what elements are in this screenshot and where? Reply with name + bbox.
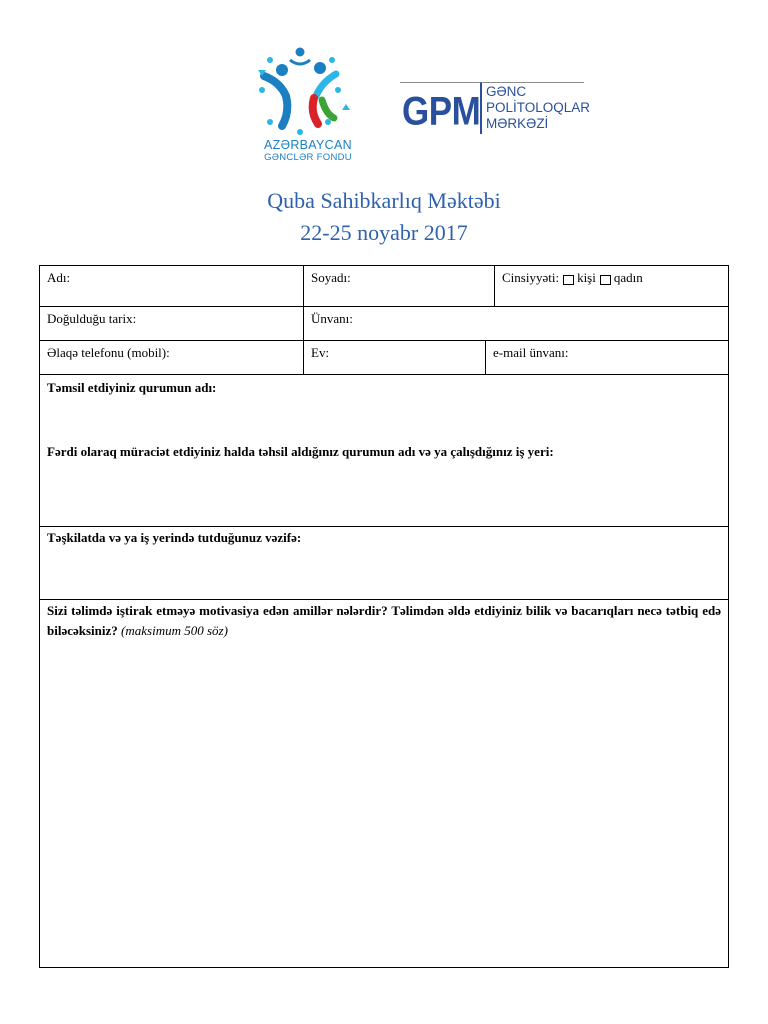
male-checkbox[interactable] (563, 275, 574, 285)
application-form (39, 265, 729, 968)
female-checkbox[interactable] (600, 275, 611, 285)
gpm-name-block (480, 82, 591, 134)
form-row-organization[interactable] (40, 375, 728, 527)
document-title: Quba Sahibkarlıq Məktəbi (267, 188, 501, 213)
name-field[interactable] (40, 266, 304, 306)
form-row-contact (40, 341, 728, 375)
logo-text-azerbaycan: AZƏRBAYCAN (264, 138, 352, 152)
form-row-birth (40, 307, 728, 341)
document-date: 22-25 noyabr 2017 (300, 220, 468, 245)
motivation-question-text: Sizi təlimdə iştirak etməyə motivasiya edən amillər nələrdir? Təlimdən əldə etdiyiniz bilik və bacarıqları necə tətbiq edə biləcəksiniz? (47, 603, 721, 638)
word-limit-note: (maksimum 500 söz) (121, 623, 228, 638)
gender-group (502, 270, 643, 286)
gpm-line-merkezi: MƏRKƏZİ (486, 116, 549, 131)
logo-text-gencler-fondu: GƏNCLƏR FONDU (264, 152, 352, 163)
home-phone-field[interactable] (304, 341, 486, 374)
email-label: e-mail ünvanı: (493, 345, 569, 360)
form-row-motivation[interactable] (40, 600, 728, 967)
form-row-position[interactable] (40, 527, 728, 600)
email-field[interactable] (486, 341, 728, 374)
gender-field (495, 266, 728, 306)
surname-field[interactable] (304, 266, 495, 306)
female-label: qadın (613, 270, 643, 285)
organization-label: Təmsil etdiyiniz qurumun adı: (47, 380, 217, 395)
home-phone-label: Ev: (311, 345, 330, 360)
surname-label: Soyadı: (311, 270, 351, 285)
address-field[interactable] (304, 307, 728, 340)
male-label: kişi (577, 270, 596, 285)
individual-organization-label: Fərdi olaraq müraciət etdiyiniz halda təhsil aldığınız qurumun adı və ya çalışdığınız iş yeri: (47, 444, 554, 459)
gpm-logo (400, 82, 591, 134)
mobile-phone-label: Əlaqə telefonu (mobil): (47, 345, 170, 360)
address-label: Ünvanı: (311, 311, 353, 326)
gpm-abbreviation: GPM (402, 89, 481, 134)
motivation-question (47, 601, 721, 641)
azerbaijan-youth-foundation-logo (252, 46, 364, 164)
name-label: Adı: (47, 270, 71, 285)
gpm-abbr-box (400, 82, 480, 134)
gender-label: Cinsiyyəti: (502, 270, 560, 285)
birth-date-field[interactable] (40, 307, 304, 340)
birth-date-label: Doğulduğu tarix: (47, 311, 137, 326)
gpm-line-politoloqlar: POLİTOLOQLAR (486, 100, 591, 115)
gpm-line-genc: GƏNC (486, 84, 527, 99)
youth-foundation-emblem-icon (252, 46, 364, 138)
form-row-name (40, 266, 728, 307)
position-label: Təşkilatda və ya iş yerində tutduğunuz vəzifə: (47, 530, 302, 545)
mobile-phone-field[interactable] (40, 341, 304, 374)
